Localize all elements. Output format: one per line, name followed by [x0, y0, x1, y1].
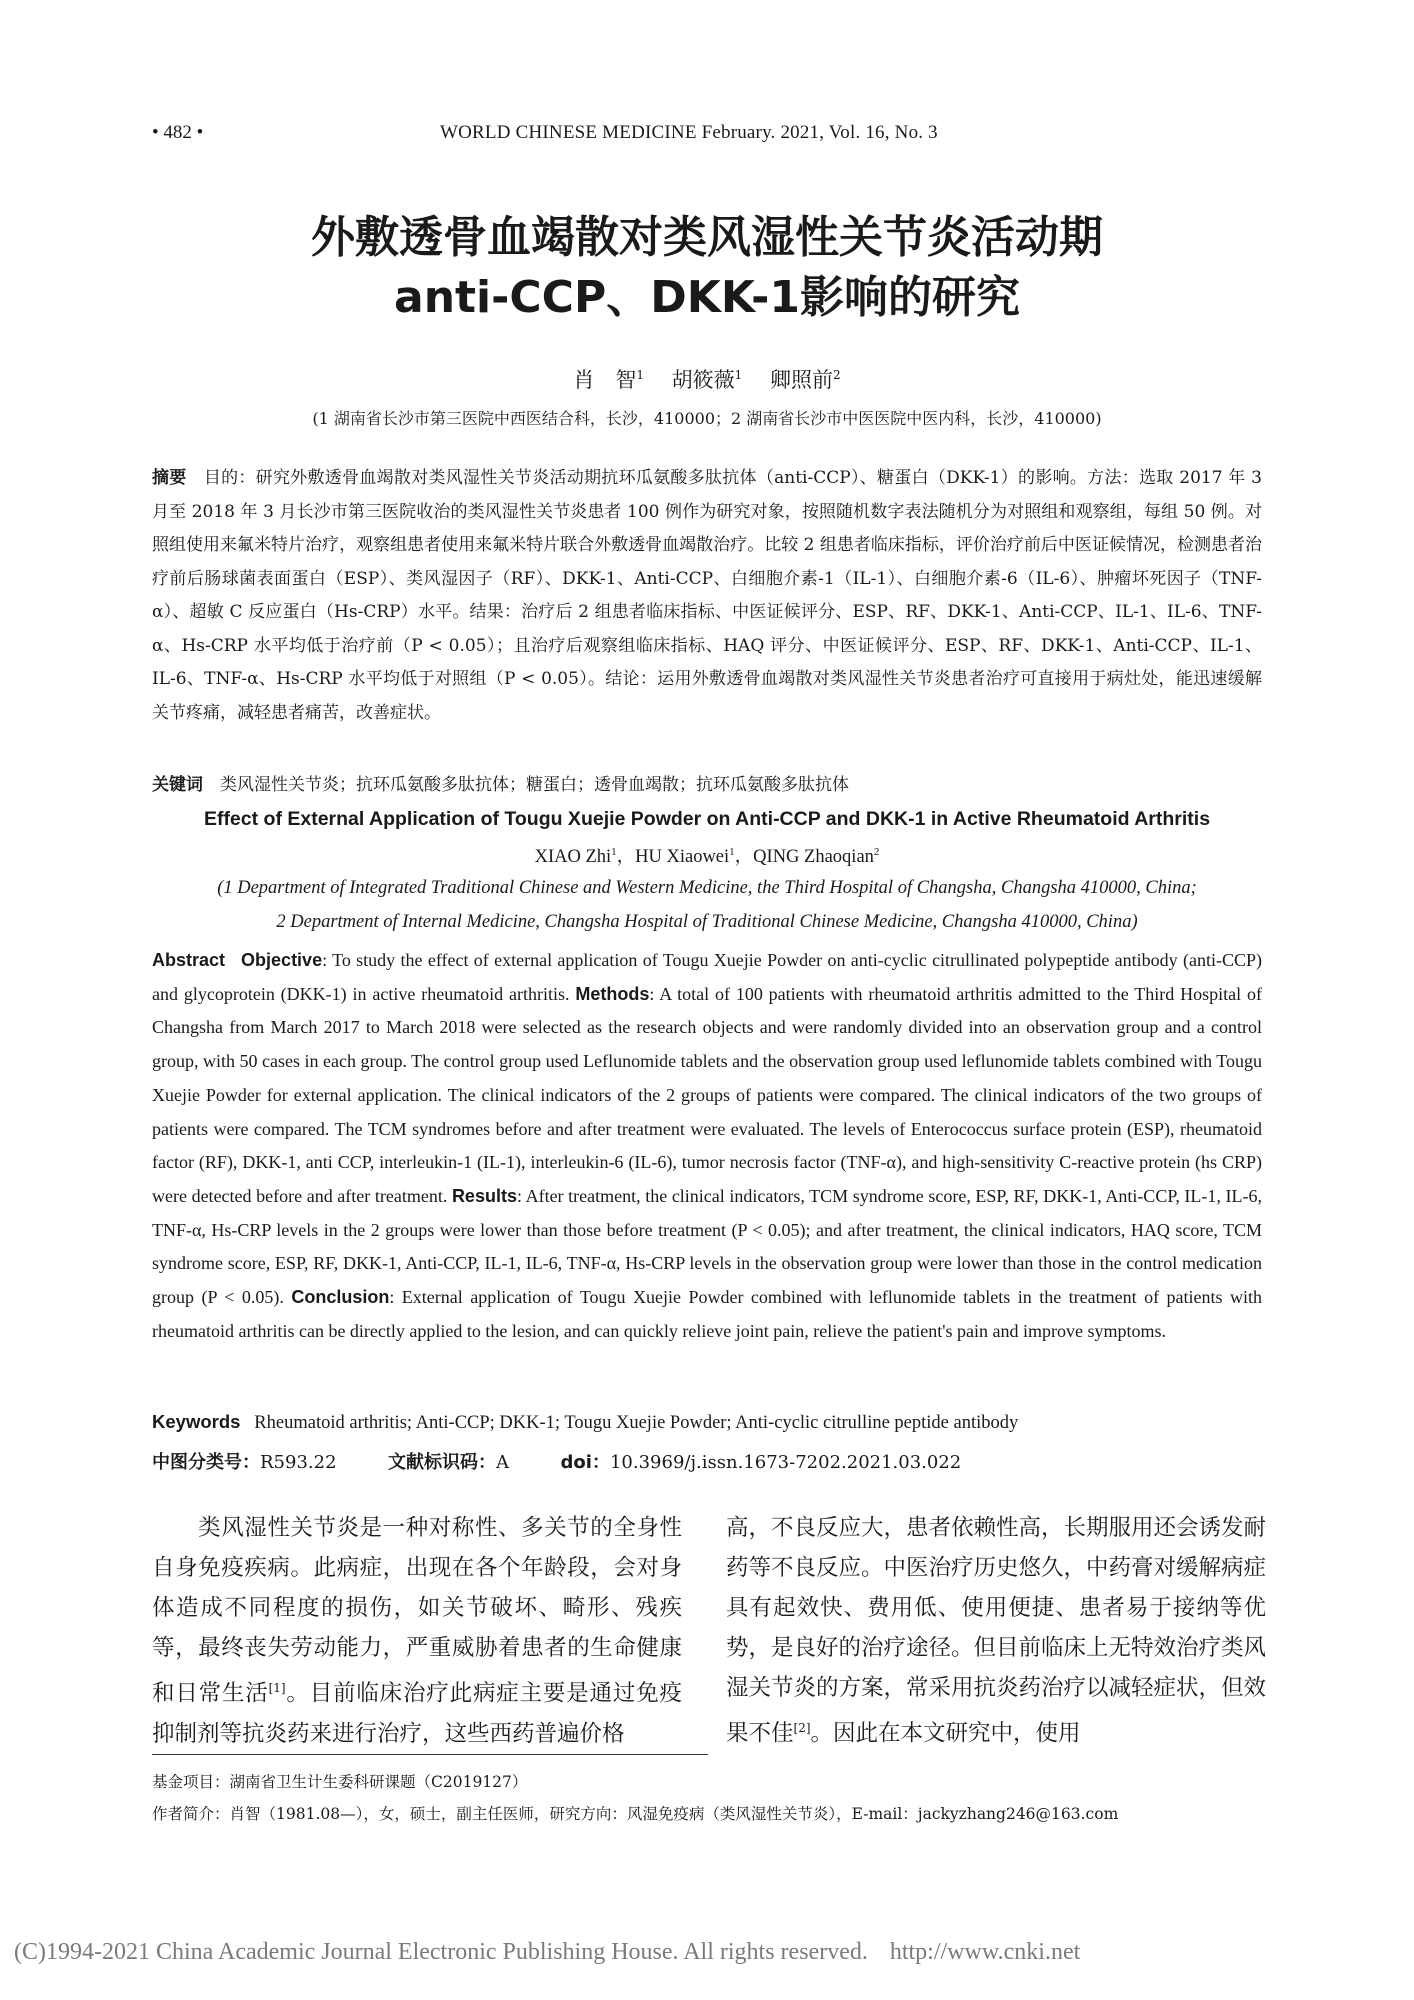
author-affil-mark: 1	[734, 368, 743, 382]
body-column-right	[726, 1508, 1266, 1754]
reference-marker: [2]	[793, 1721, 811, 1735]
footnote-divider	[152, 1754, 708, 1755]
conclusion-label: Conclusion	[291, 1287, 390, 1308]
doi-label: doi：	[560, 1452, 610, 1473]
objective-label: Objective	[241, 950, 323, 970]
keywords-label-en: Keywords	[152, 1411, 241, 1432]
article-title-line2: anti-CCP、DKK-1影响的研究	[394, 272, 1020, 323]
reference-marker: [1]	[268, 1681, 286, 1695]
author-affil-mark: 1	[611, 845, 617, 858]
body-column-left	[152, 1508, 682, 1754]
author-name-en: XIAO Zhi	[534, 847, 612, 867]
journal-header: WORLD CHINESE MEDICINE February. 2021, Vol. 16, No. 3	[440, 122, 938, 143]
english-abstract	[152, 944, 1262, 1348]
author-footnote: 作者简介：肖智（1981.08—），女，硕士，副主任医师，研究方向：风湿免疫病（类风湿性关节炎），E-mail：jackyzhang246@163.com	[152, 1805, 1119, 1823]
english-affiliation-1: (1 Department of Integrated Traditional Chinese and Western Medicine, the Third Hospital of Changsha, Changsha 410000, China;	[217, 878, 1197, 898]
chinese-abstract	[152, 462, 1262, 730]
english-affiliation-2: 2 Department of Internal Medicine, Changsha Hospital of Traditional Chinese Medicine, Changsha 410000, China)	[276, 912, 1138, 932]
author-name: 肖 智	[573, 368, 637, 392]
body-text: 类风湿性关节炎是一种对称性、多关节的全身性自身免疫疾病。此病症，出现在各个年龄段，会对身体造成不同程度的损伤，如关节破坏、畸形、残疾等，最终丧失劳动能力，严重威胁着患者的生命健康和日常生活	[152, 1515, 682, 1707]
abstract-label-cn: 摘要	[152, 468, 187, 488]
body-text: 。因此在本文研究中，使用	[810, 1720, 1081, 1747]
body-text: 高，不良反应大，患者依赖性高，长期服用还会诱发耐药等不良反应。中医治疗历史悠久，中药膏对缓解病症具有起效快、费用低、使用便捷、患者易于接纳等优势，是良好的治疗途径。但目前临床上无特效治疗类风湿关节炎的方案，常采用抗炎药治疗以减轻症状，但效果不佳	[726, 1515, 1267, 1747]
methods-label: Methods	[575, 983, 650, 1004]
objective-text: : To study the effect of external application of Tougu Xuejie Powder on anti-cyclic citrullinated polypeptide antibody (anti-CCP) and glycoprotein (DKK-1) in active rheumatoid arthritis.	[152, 950, 1263, 1004]
keywords-text-en: Rheumatoid arthritis; Anti-CCP; DKK-1; Tougu Xuejie Powder; Anti-cyclic citrulline peptide antibody	[254, 1413, 1019, 1433]
author-affil-mark: 1	[636, 368, 644, 382]
doi-value: 10.3969/j.issn.1673-7202.2021.03.022	[609, 1452, 962, 1473]
author-affil-mark: 2	[833, 368, 841, 382]
funding-footnote: 基金项目：湖南省卫生计生委科研课题（C2019127）	[152, 1773, 528, 1791]
keywords-text-cn: 类风湿性关节炎；抗环瓜氨酸多肽抗体；糖蛋白；透骨血竭散；抗环瓜氨酸多肽抗体	[220, 775, 849, 795]
article-title-line1: 外敷透骨血竭散对类风湿性关节炎活动期	[311, 212, 1103, 263]
author-name-en: ，QING Zhaoqian	[734, 847, 874, 867]
results-label: Results	[451, 1185, 517, 1206]
clc-code: R593.22	[260, 1452, 337, 1473]
clc-label: 中图分类号：	[152, 1452, 260, 1473]
author-name-en: ，HU Xiaowei	[616, 847, 730, 867]
results-text: : After treatment, the clinical indicators, TCM syndrome score, ESP, RF, DKK-1, Anti-CCP, IL-1, IL-6, TNF-α, Hs-CRP levels in the 2 groups were lower than those before treatment (P < 0.05); and after treatment, the clinical indicators, HAQ score, TCM syndrome score, ESP, RF, DKK-1, Anti-CCP, IL-1, IL-6, TNF-α, Hs-CRP levels in the observation group were lower than those in the control medication group (P < 0.05).	[152, 1185, 1263, 1308]
copyright-notice	[14, 1939, 1080, 1966]
abstract-label-en: Abstract	[152, 950, 226, 970]
conclusion-text: : External application of Tougu Xuejie Powder combined with leflunomide tablets in the treatment of patients with rheumatoid arthritis can be directly applied to the lesion, and can quickly relieve joint pain, relieve the patient's pain and improve symptoms.	[152, 1287, 1262, 1341]
keywords-en	[152, 1411, 1018, 1434]
author-name: 胡筱薇	[671, 368, 735, 392]
keywords-cn	[152, 770, 849, 795]
keywords-label-cn: 关键词	[152, 775, 203, 795]
author-list	[0, 364, 1414, 394]
copyright-text: (C)1994-2021 China Academic Journal Electronic Publishing House. All rights reserved.	[14, 1939, 868, 1965]
english-authors	[0, 842, 1414, 868]
author-affil-mark: 2	[873, 845, 880, 858]
doc-code: A	[496, 1452, 510, 1473]
author-affiliation: (1 湖南省长沙市第三医院中西医结合科，长沙，410000；2 湖南省长沙市中医医院中医内科，长沙，410000)	[312, 409, 1102, 428]
body-text: 。目前临床治疗此病症主要是通过免疫抑制剂等抗炎药来进行治疗，这些西药普遍价格	[152, 1680, 682, 1747]
copyright-url: http://www.cnki.net	[889, 1939, 1081, 1965]
doc-code-label: 文献标识码：	[388, 1452, 497, 1473]
page-number: • 482 •	[152, 122, 204, 143]
abstract-text-cn: 目的：研究外敷透骨血竭散对类风湿性关节炎活动期抗环瓜氨酸多肽抗体（anti-CCP）、糖蛋白（DKK-1）的影响。方法：选取 2017 年 3 月至 2018 年 3 月长沙市第三医院收治的类风湿性关节炎患者 100 例作为研究对象，按照随机数字表法随机分为对照组和观察组，每组 50 例。对照组使用来氟米特片治疗，观察组患者使用来氟米特片联合外敷透骨血竭散治疗。比较 2 组患者临床指标，评价治疗前后中医证候情况，检测患者治疗前后肠球菌表面蛋白（ESP）、类风湿因子（RF）、DKK-1、Anti-CCP、白细胞介素-1（IL-1）、白细胞介素-6（IL-6）、肿瘤坏死因子（TNF-α）、超敏 C 反应蛋白（Hs-CRP）水平。结果：治疗后 2 组患者临床指标、中医证候评分、ESP、RF、DKK-1、Anti-CCP、IL-1、IL-6、TNF-α、Hs-CRP 水平均低于治疗前（P < 0.05）；且治疗后观察组临床指标、HAQ 评分、中医证候评分、ESP、RF、DKK-1、Anti-CCP、IL-1、IL-6、TNF-α、Hs-CRP 水平均低于对照组（P < 0.05）。结论：运用外敷透骨血竭散对类风湿性关节炎患者治疗可直接用于病灶处，能迅速缓解关节疼痛，减轻患者痛苦，改善症状。	[152, 468, 1262, 723]
author-name: 卿照前	[770, 368, 833, 392]
author-affil-mark: 1	[729, 845, 735, 858]
methods-text: : A total of 100 patients with rheumatoid arthritis admitted to the Third Hospital of Changsha from March 2017 to March 2018 were selected as the research objects and were randomly divided into an observation group and a control group, with 50 cases in each group. The control group used Leflunomide tablets and the observation group used leflunomide tablets combined with Tougu Xuejie Powder for external application. The clinical indicators of the 2 groups of patients were compared. The clinical indicators of the two groups of patients were compared. The TCM syndromes before and after treatment were evaluated. The levels of Enterococcus surface protein (ESP), rheumatoid factor (RF), DKK-1, anti CCP, interleukin-1 (IL-1), interleukin-6 (IL-6), tumor necrosis factor (TNF-α), and high-sensitivity C-reactive protein (hs CRP) were detected before and after treatment.	[152, 983, 1262, 1206]
classification-line	[152, 1448, 961, 1474]
english-title: Effect of External Application of Tougu Xuejie Powder on Anti-CCP and DKK-1 in Active Rheumatoid Arthritis	[203, 808, 1211, 830]
